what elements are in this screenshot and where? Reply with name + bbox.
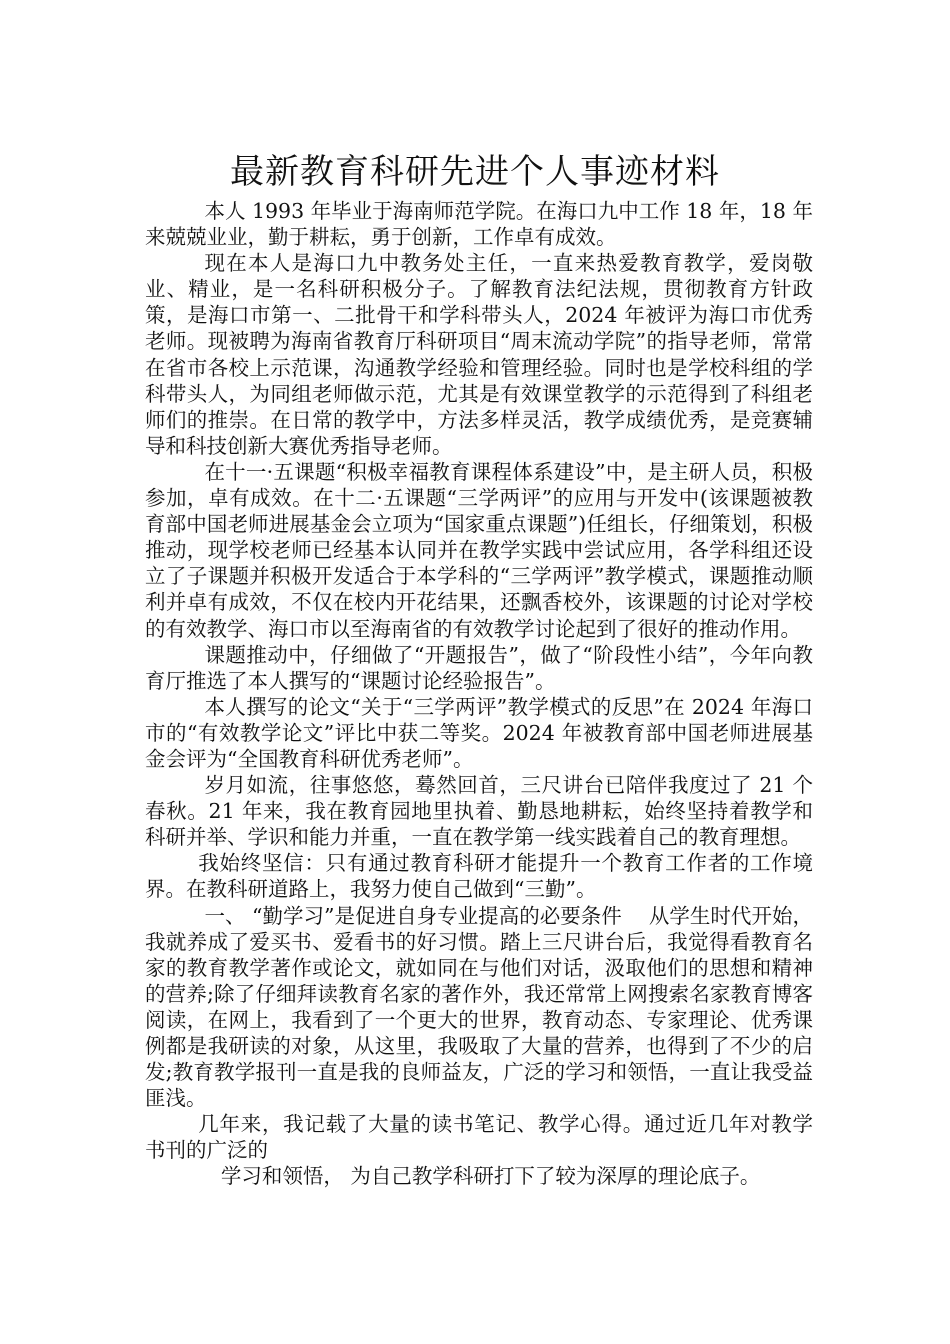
document-title: 最新教育科研先进个人事迹材料 [230, 151, 720, 192]
paragraph-7: 我始终坚信：只有通过教育科研才能提升一个教育工作者的工作境界。在教科研道路上，我努力使自己做到“三勤”。 [145, 851, 813, 902]
document-body [145, 198, 813, 1190]
paragraph-5: 本人撰写的论文“关于“三学两评”教学模式的反思”在 2024 年海口市的“有效教学论文”评比中获二等奖。2024 年被教育部中国老师进展基金会评为“全国教育科研优秀老师”。 [145, 694, 813, 771]
paragraph-9: 几年来，我记载了大量的读书笔记、教学心得。通过近几年对教学书刊的广泛的 [145, 1112, 813, 1163]
paragraph-1: 本人 1993 年毕业于海南师范学院。在海口九中工作 18 年，18 年来兢兢业业，勤于耕耘，勇于创新，工作卓有成效。 [145, 199, 813, 250]
paragraph-2: 现在本人是海口九中教务处主任，一直来热爱教育教学，爱岗敬业、精业，是一名科研积极分子。了解教育法纪法规，贯彻教育方针政策，是海口市第一、二批骨干和学科带头人，2024 年被评为海口市优秀老师。现被聘为海南省教育厅科研项目“周末流动学院”的指导老师，常常在省市各校上示范课，沟通教学经验和管理经验。同时也是学校科组的学科带头人，为同组老师做示范，尤其是有效课堂教学的示范得到了科组老师们的推崇。在日常的教学中，方法多样灵活，教学成绩优秀，是竞赛辅导和科技创新大赛优秀指导老师。 [145, 251, 813, 458]
paragraph-3: 在十一·五课题“积极幸福教育课程体系建设”中，是主研人员，积极参加，卓有成效。在十二·五课题“三学两评”的应用与开发中(该课题被教育部中国老师进展基金会立项为“国家重点课题”)任组长，仔细策划，积极推动，现学校老师已经基本认同并在教学实践中尝试应用，各学科组还设立了子课题并积极开发适合于本学科的“三学两评”教学模式，课题推动顺利并卓有成效，不仅在校内开花结果，还飘香校外，该课题的讨论对学校的有效教学、海口市以至海南省的有效教学讨论起到了很好的推动作用。 [145, 459, 813, 641]
paragraph-10: 学习和领悟， 为自己教学科研打下了较为深厚的理论底子。 [220, 1164, 761, 1189]
paragraph-6: 岁月如流，往事悠悠，蓦然回首，三尺讲台已陪伴我度过了 21 个春秋。21 年来，我在教育园地里执着、勤恳地耕耘，始终坚持着教学和科研并举、学识和能力并重，一直在教学第一线实践着自己的教育理想。 [145, 773, 813, 850]
paragraph-4: 课题推动中，仔细做了“开题报告”，做了“阶段性小结”，今年向教育厅推选了本人撰写的“课题讨论经验报告”。 [145, 642, 813, 693]
paragraph-8: 一、 “勤学习”是促进自身专业提高的必要条件 从学生时代开始，我就养成了爱买书、爱看书的好习惯。踏上三尺讲台后，我觉得看教育名家的教育教学著作或论文，就如同在与他们对话，汲取他们的思想和精神的营养;除了仔细拜读教育名家的著作外，我还常常上网搜索名家教育博客阅读，在网上，我看到了一个更大的世界，教育动态、专家理论、优秀课例都是我研读的对象，从这里，我吸取了大量的营养，也得到了不少的启发;教育教学报刊一直是我的良师益友，广泛的学习和领悟，一直让我受益匪浅。 [145, 903, 813, 1111]
